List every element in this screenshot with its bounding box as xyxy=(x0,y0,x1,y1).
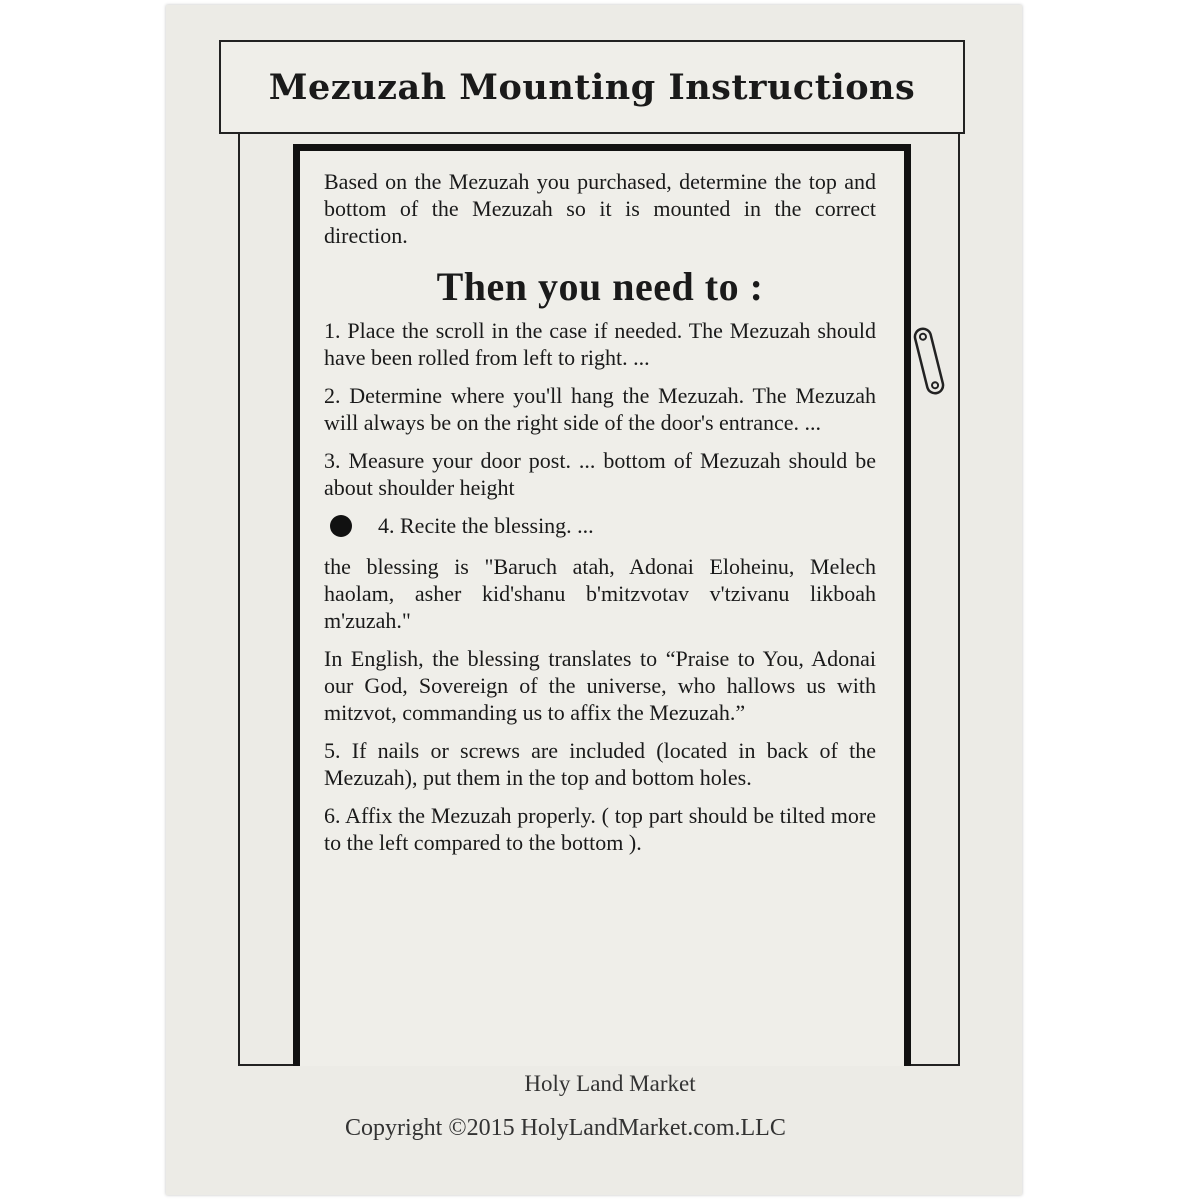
step-6: 6. Affix the Mezuzah properly. ( top part should be tilted more to the left compared to the bottom ). xyxy=(324,803,876,855)
step-4: 4. Recite the blessing. ... xyxy=(378,513,594,538)
bullet-dot-icon xyxy=(330,515,352,537)
step-4-row xyxy=(324,512,876,539)
footer-brand: Holy Land Market xyxy=(524,1071,696,1096)
instructions-content xyxy=(324,168,876,867)
blessing-english: In English, the blessing translates to “Praise to You, Adonai our God, Sovereign of the universe, who hallows us with mitzvot, commanding us to affix the Mezuzah.” xyxy=(324,646,876,725)
step-2: 2. Determine where you'll hang the Mezuzah. The Mezuzah will always be on the right side of the door's entrance. ... xyxy=(324,383,876,435)
step-5: 5. If nails or screws are included (located in back of the Mezuzah), put them in the top and bottom holes. xyxy=(324,738,876,790)
title-box xyxy=(219,40,965,134)
step-1: 1. Place the scroll in the case if needed. The Mezuzah should have been rolled from left to right. ... xyxy=(324,318,876,370)
intro-text: Based on the Mezuzah you purchased, determine the top and bottom of the Mezuzah so it is mounted in the correct direction. xyxy=(324,169,876,248)
mezuzah-icon xyxy=(909,322,949,400)
footer-copyright: Copyright ©2015 HolyLandMarket.com.LLC xyxy=(345,1115,786,1141)
page-title: Mezuzah Mounting Instructions xyxy=(268,66,916,108)
section-heading: Then you need to : xyxy=(436,264,764,309)
blessing-hebrew: the blessing is "Baruch atah, Adonai Eloheinu, Melech haolam, asher kid'shanu b'mitzvotav v'tzivanu likboah m'zuzah." xyxy=(324,554,876,633)
step-3: 3. Measure your door post. ... bottom of Mezuzah should be about shoulder height xyxy=(324,448,876,500)
